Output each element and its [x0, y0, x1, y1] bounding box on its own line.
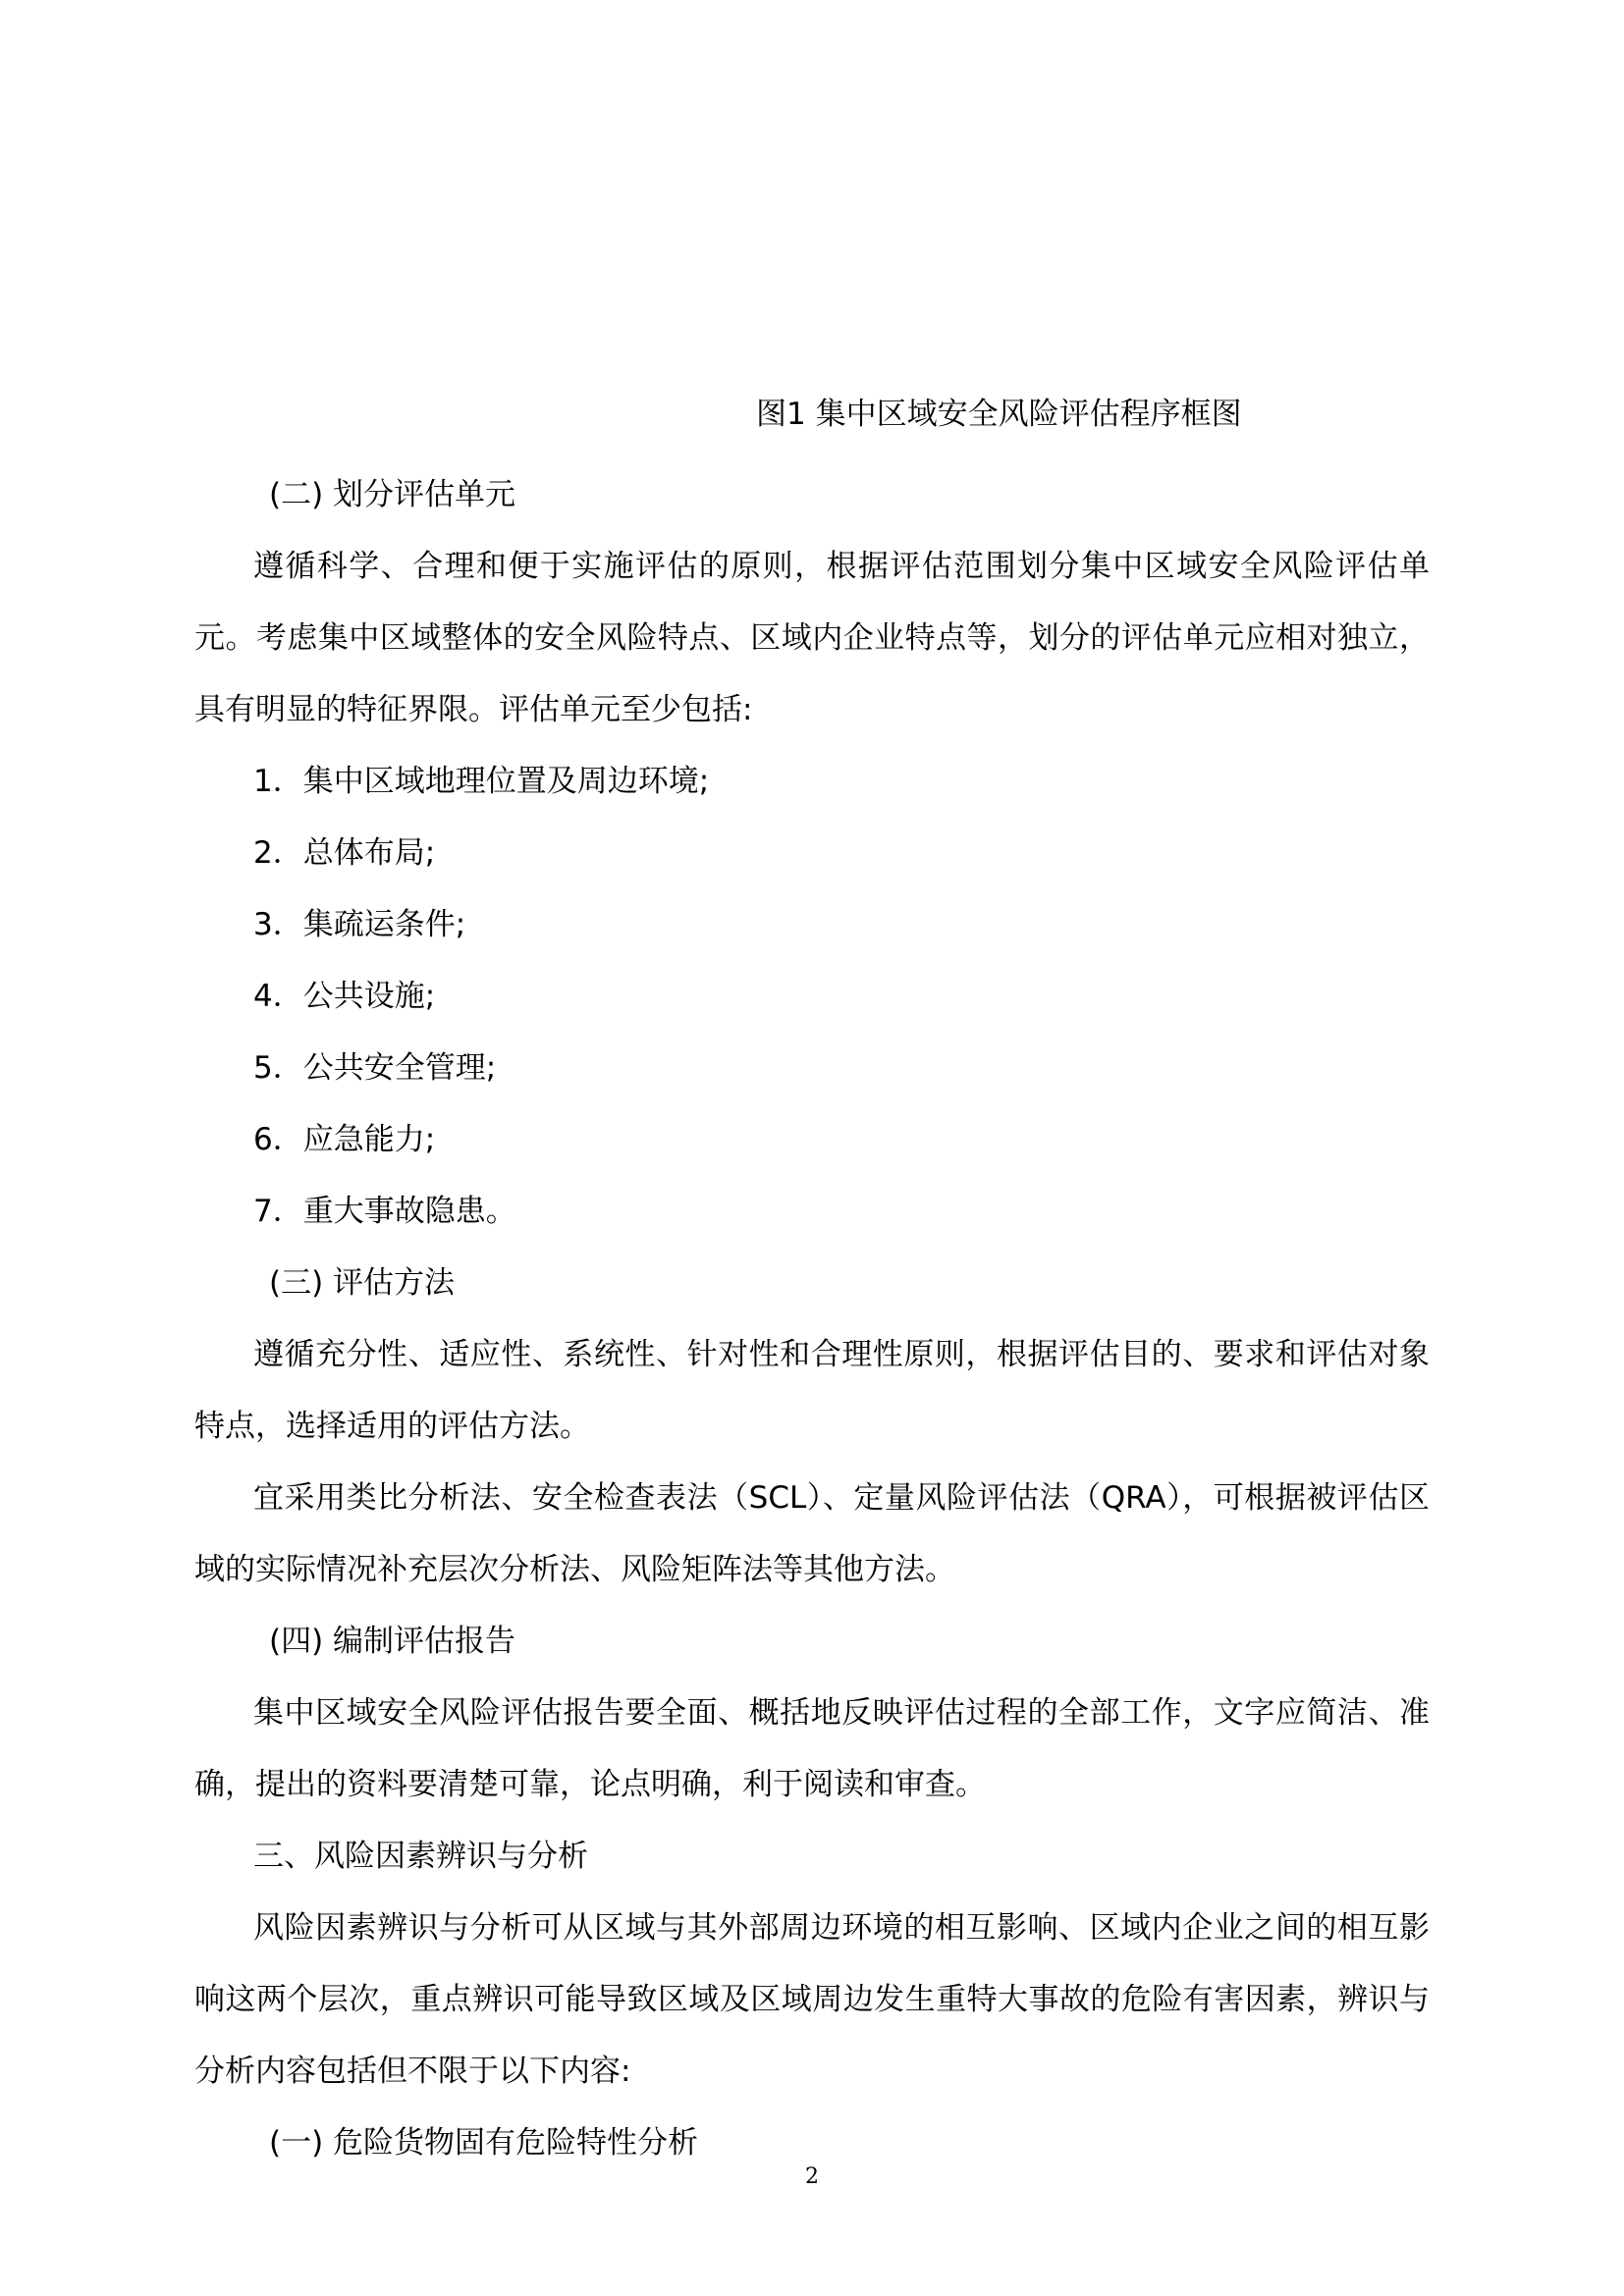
- section-heading-report: (四) 编制评估报告: [269, 1624, 516, 1659]
- list-item: 5．公共安全管理;: [253, 1050, 497, 1086]
- paragraph-methods-principles: 遵循充分性、适应性、系统性、针对性和合理性原则，根据评估目的、要求和评估对象特点，选择适用的评估方法。: [194, 1337, 1430, 1444]
- list-item: 1．集中区域地理位置及周边环境;: [253, 764, 710, 799]
- list-item: 4．公共设施;: [253, 979, 436, 1014]
- list-item: 2．总体布局;: [253, 835, 436, 871]
- document-body: [194, 459, 1430, 2179]
- list-item: 3．集疏运条件;: [253, 907, 466, 942]
- list-item: 6．应急能力;: [253, 1122, 436, 1157]
- list-item: 7．重大事故隐患。: [253, 1194, 516, 1229]
- paragraph-risk-factors: 风险因素辨识与分析可从区域与其外部周边环境的相互影响、区域内企业之间的相互影响这两个层次，重点辨识可能导致区域及区域周边发生重特大事故的危险有害因素，辨识与分析内容包括但不限于以下内容:: [194, 1910, 1430, 2089]
- sub-heading-hazard-analysis: (一) 危险货物固有危险特性分析: [269, 2125, 699, 2161]
- section-heading-methods: (三) 评估方法: [269, 1265, 456, 1301]
- page-number: 2: [805, 2164, 819, 2189]
- figure-caption: 图1 集中区域安全风险评估程序框图: [756, 397, 1242, 432]
- paragraph-report: 集中区域安全风险评估报告要全面、概括地反映评估过程的全部工作，文字应简洁、准确，提出的资料要清楚可靠，论点明确，利于阅读和审查。: [194, 1695, 1430, 1802]
- chapter-heading-risk-factors: 三、风险因素辨识与分析: [253, 1839, 588, 1874]
- paragraph-methods-list: 宜采用类比分析法、安全检查表法（SCL）、定量风险评估法（QRA），可根据被评估区域的实际情况补充层次分析法、风险矩阵法等其他方法。: [194, 1480, 1430, 1587]
- section-heading-units: (二) 划分评估单元: [269, 477, 516, 512]
- paragraph-units: 遵循科学、合理和便于实施评估的原则，根据评估范围划分集中区域安全风险评估单元。考虑集中区域整体的安全风险特点、区域内企业特点等，划分的评估单元应相对独立，具有明显的特征界限。评估单元至少包括:: [194, 549, 1430, 727]
